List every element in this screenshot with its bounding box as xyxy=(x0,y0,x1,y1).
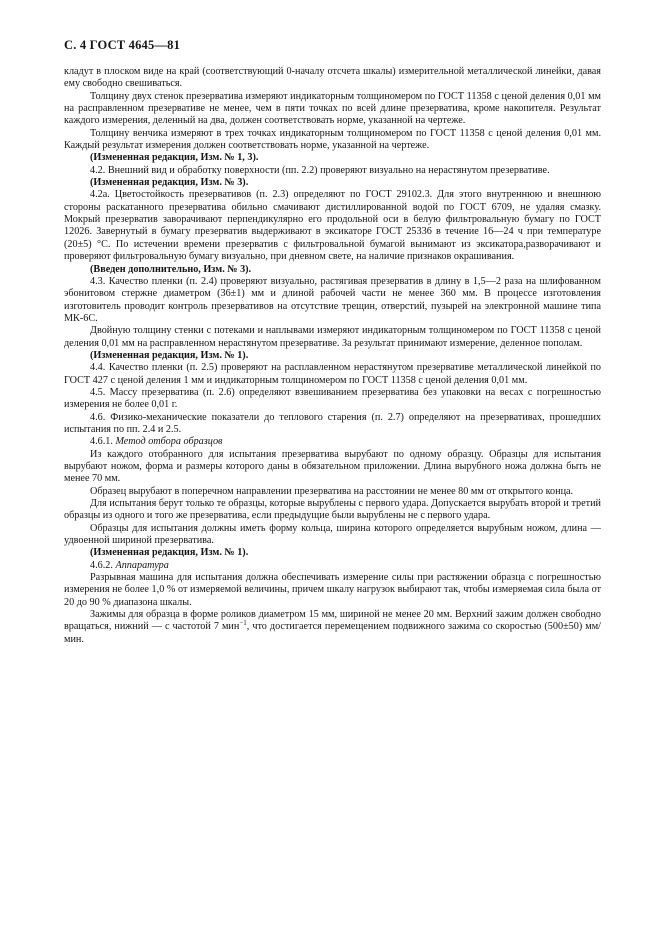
edition-note: (Измененная редакция, Изм. № 1). xyxy=(90,547,249,559)
paragraph-continuation: кладут в плоском виде на край (соответствующий 0-началу отсчета шкалы) измерительной металлической линейки, давая ему свободно свешиваться. xyxy=(64,66,601,90)
paragraph-4-3: 4.3. Качество пленки (п. 2.4) проверяют визуально, растягивая презерватив в длину в 1,5—2 раза на шлифованном эбонитовом стержне диаметром (36±1) мм и длиной рабочей части не менее 360 мм. В процессе изготовления изготовитель проводит контроль презервативов на отсутствие трещин, отверстий, пузырей на электронной машине типа МК-6С. xyxy=(64,275,601,324)
page-header: С. 4 ГОСТ 4645—81 xyxy=(64,38,181,52)
section-4-6-1-heading xyxy=(64,436,601,448)
exponent: −1 xyxy=(239,619,247,628)
paragraph-sampling: Из каждого отобранного для испытания презерватива вырубают по одному образцу. Образцы для испытания вырубают ножом, форма и размеры которого даны в обязательном приложении. Длина вырубного ножа должна быть не менее 70 мм. xyxy=(64,448,601,485)
paragraph-4-2a: 4.2а. Цветостойкость презервативов (п. 2.3) определяют по ГОСТ 29102.3. Для этого внутреннюю и внешнюю стороны раскатанного презерватива обильно смачивают дистиллированной водой по ГОСТ 6709, не удаляя смазку. Мокрый презерватив заворачивают перпендикулярно его продольной оси в белую фильтровальную бумагу по ГОСТ 12026. Завернутый в бумагу презерватив выдерживают в эксикаторе ГОСТ 25336 в течение 16—24 ч при температуре (20±5) °С. По истечении времени презерватив с фильтровальной бумагой вынимают из эксикатора,разворачивают и проверяют фильтровальную бумагу визуально, при дневном свете, на наличие признаков окрашивания. xyxy=(64,189,601,263)
clamps-text-b: , что достигается перемещением подвижного зажима со скоростью (500±50) мм/мин. xyxy=(64,621,601,645)
paragraph-wall-thickness: Толщину двух стенок презерватива измеряют индикаторным толщиномером по ГОСТ 11358 с ценой деления 0,01 мм на расправленном презервативе не менее, чем в пяти точках по всей длине презерватива, кроме накопителя. Результат каждого измерения, деленный на два, должен соответствовать норме, указанной на чертеже. xyxy=(64,90,601,127)
paragraph-4-4: 4.4. Качество пленки (п. 2.5) проверяют на расплавленном нерастянутом презервативе металлической линейкой по ГОСТ 427 с ценой деления 1 мм и индикаторным толщиномером по ГОСТ 11358 с ценой деления 0,01 мм. xyxy=(64,362,601,386)
section-title: Метод отбора образцов xyxy=(115,436,223,448)
paragraph-testing-machine: Разрывная машина для испытания должна обеспечивать измерение силы при растяжении образца с погрешностью измерения не более 1,0 % от измеряемой величины, причем шкалу нагрузок выбирают так, чтобы измеряемая сила была от 20 до 90 % диапазона шкалы. xyxy=(64,572,601,608)
paragraph-rim-thickness: Толщину венчика измеряют в трех точках индикаторным толщиномером по ГОСТ 11358 с ценой деления 0,01 мм. Каждый результат измерения должен соответствовать норме, указанной на чертеже. xyxy=(64,127,601,152)
paragraph-ring-shape: Образцы для испытания должны иметь форму кольца, ширина которого определяется вырубным ножом, длина — удвоенной шириной презерватива. xyxy=(64,522,601,547)
paragraph-4-5: 4.5. Массу презерватива (п. 2.6) определяют взвешиванием презерватива без упаковки на весах с погрешностью измерения не более 0,01 г. xyxy=(64,386,601,411)
edition-note: (Измененная редакция, Изм. № 1). xyxy=(90,349,249,361)
paragraph-clamps xyxy=(64,609,601,646)
edition-note: (Введен дополнительно, Изм. № 3). xyxy=(90,263,252,275)
edition-note: (Измененная редакция, Изм. № 3). xyxy=(90,177,249,189)
paragraph-4-6: 4.6. Физико-механические показатели до теплового старения (п. 2.7) определяют на презервативах, прошедших испытания по пп. 2.4 и 2.5. xyxy=(64,411,601,435)
section-number: 4.6.1. xyxy=(90,436,113,448)
clamps-text-a: Зажимы для образца в форме роликов диаметром 15 мм, шириной не менее 20 мм. Верхний зажим должен свободно вращаться, нижний — с частотой 7 мин xyxy=(64,609,601,633)
section-title: Аппаратура xyxy=(115,559,169,571)
paragraph-first-strike: Для испытания берут только те образцы, которые вырублены с первого удара. Допускается вырубать второй и третий образцы из одного и того же презерватива, если предыдущие были вырублены не с первого удара. xyxy=(64,498,601,522)
section-number: 4.6.2. xyxy=(90,559,113,571)
section-4-6-2-heading xyxy=(64,560,601,572)
paragraph-double-thickness: Двойную толщину стенки с потеками и наплывами измеряют индикаторным толщиномером по ГОСТ 11358 с ценой деления 0,01 мм на расправленном нерастянутом презервативе. За результат принимают измерение, деленное пополам. xyxy=(64,325,601,349)
paragraph-cutting-direction: Образец вырубают в поперечном направлении презерватива на расстоянии не менее 80 мм от открытого конца. xyxy=(90,485,574,497)
paragraph-4-2: 4.2. Внешний вид и обработку поверхности (пп. 2.2) проверяют визуально на нерастянутом презервативе. xyxy=(90,164,550,176)
edition-note: (Измененная редакция, Изм. № 1, 3). xyxy=(90,152,259,164)
